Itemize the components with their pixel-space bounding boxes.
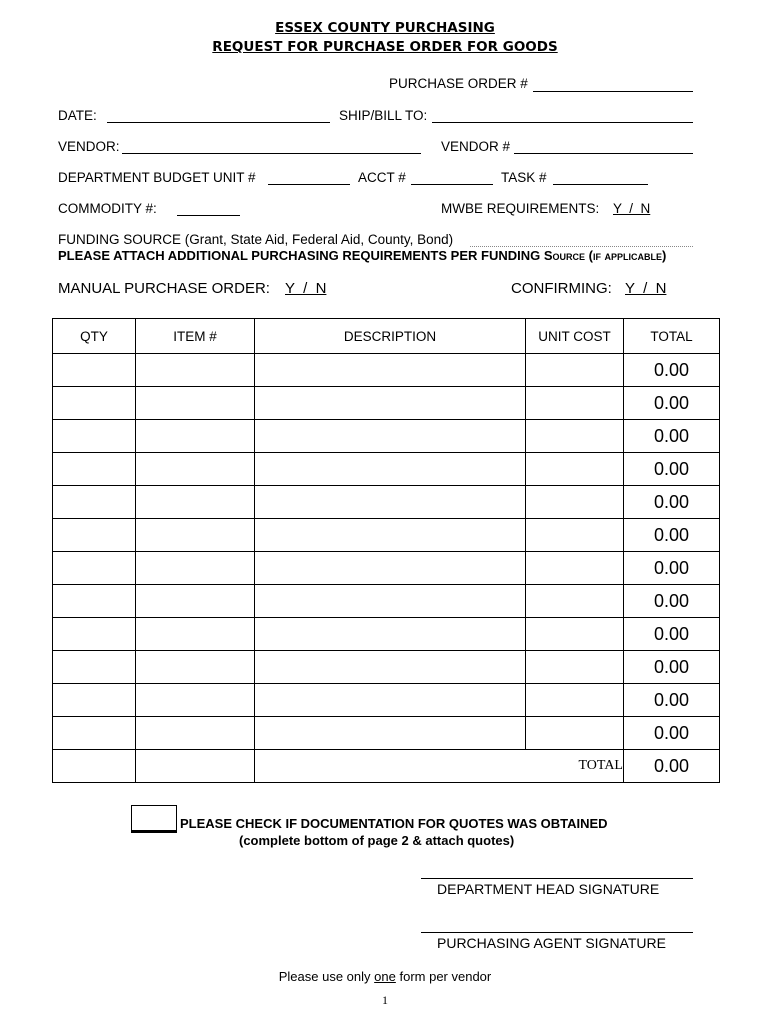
vendor-field[interactable] [122,153,421,154]
table-row [53,486,720,519]
confirming-label: CONFIRMING: [511,280,612,297]
qty-cell[interactable] [53,420,136,453]
qty-cell[interactable] [53,552,136,585]
dept-budget-field[interactable] [268,184,350,185]
footer-note-after: form per vendor [395,969,492,984]
unit-cost-cell[interactable] [526,453,624,486]
qty-cell[interactable] [53,585,136,618]
item-number-cell[interactable] [136,684,255,717]
description-cell[interactable] [255,618,526,651]
qty-cell[interactable] [53,354,136,387]
description-cell[interactable] [255,552,526,585]
description-cell[interactable] [255,684,526,717]
item-number-cell[interactable] [136,585,255,618]
acct-field[interactable] [411,184,493,185]
ship-bill-label: SHIP/BILL TO: [339,108,428,123]
item-number-cell[interactable] [136,651,255,684]
description-header: DESCRIPTION [255,319,526,354]
quotes-checkbox[interactable] [131,805,177,833]
item-number-cell[interactable] [136,354,255,387]
date-label: DATE: [58,108,97,123]
qty-cell[interactable] [53,717,136,750]
page-number: 1 [382,993,388,1007]
description-cell[interactable] [255,519,526,552]
item-number-cell[interactable] [136,387,255,420]
funding-source-label: FUNDING SOURCE (Grant, State Aid, Federal Aid, County, Bond) [58,232,454,247]
total-label: TOTAL [255,750,624,783]
vendor-label: VENDOR: [58,139,120,154]
quotes-check-text: PLEASE CHECK IF DOCUMENTATION FOR QUOTES WAS OBTAINED [180,816,608,831]
item-number-cell[interactable] [136,750,255,783]
qty-header: QTY [53,319,136,354]
footer-note-emphasis: one [374,969,396,984]
row-total-cell: 0.00 [624,585,720,618]
table-row [53,618,720,651]
table-row [53,684,720,717]
table-row [53,717,720,750]
table-row [53,585,720,618]
row-total-cell: 0.00 [624,354,720,387]
unit-cost-cell[interactable] [526,519,624,552]
table-row [53,387,720,420]
description-cell[interactable] [255,486,526,519]
table-row [53,519,720,552]
form-subtitle: REQUEST FOR PURCHASE ORDER FOR GOODS [212,39,558,55]
qty-cell[interactable] [53,486,136,519]
manual-po-yes-no[interactable]: Y / N [285,280,327,297]
row-total-cell: 0.00 [624,453,720,486]
unit-cost-cell[interactable] [526,684,624,717]
total-header: TOTAL [624,319,720,354]
description-cell[interactable] [255,651,526,684]
item-number-cell[interactable] [136,618,255,651]
form-title: ESSEX COUNTY PURCHASING [275,20,495,36]
unit-cost-cell[interactable] [526,420,624,453]
description-cell[interactable] [255,453,526,486]
row-total-cell: 0.00 [624,618,720,651]
dept-budget-label: DEPARTMENT BUDGET UNIT # [58,170,256,185]
purchasing-agent-signature-label: PURCHASING AGENT SIGNATURE [437,935,666,951]
table-row [53,651,720,684]
row-total-cell: 0.00 [624,387,720,420]
table-row [53,552,720,585]
po-number-label: PURCHASE ORDER # [389,76,528,91]
footer-note-before: Please use only [278,969,375,984]
po-number-field[interactable] [533,91,693,92]
quotes-check-subtext: (complete bottom of page 2 & attach quotes) [239,833,515,848]
table-row [53,354,720,387]
row-total-cell: 0.00 [624,420,720,453]
acct-label: ACCT # [358,170,406,185]
mwbe-yes-no[interactable]: Y / N [613,201,651,216]
row-total-cell: 0.00 [624,519,720,552]
row-total-cell: 0.00 [624,486,720,519]
confirming-yes-no[interactable]: Y / N [625,280,667,297]
unit-cost-cell[interactable] [526,387,624,420]
total-row [53,750,720,783]
qty-cell[interactable] [53,651,136,684]
vendor-number-field[interactable] [514,153,693,154]
item-number-cell[interactable] [136,552,255,585]
description-cell[interactable] [255,717,526,750]
unit-cost-cell[interactable] [526,717,624,750]
qty-cell[interactable] [53,453,136,486]
commodity-field[interactable] [177,215,240,216]
manual-po-label: MANUAL PURCHASE ORDER: [58,280,270,297]
table-header-row [53,319,720,354]
mwbe-label: MWBE REQUIREMENTS: [441,201,600,216]
unit-cost-cell[interactable] [526,618,624,651]
dept-head-signature-line[interactable] [421,878,693,879]
unit-cost-header: UNIT COST [526,319,624,354]
item-number-header: ITEM # [136,319,255,354]
item-number-cell[interactable] [136,486,255,519]
description-cell[interactable] [255,420,526,453]
unit-cost-cell[interactable] [526,552,624,585]
item-number-cell[interactable] [136,420,255,453]
qty-cell[interactable] [53,387,136,420]
unit-cost-cell[interactable] [526,651,624,684]
table-row [53,453,720,486]
unit-cost-cell[interactable] [526,585,624,618]
row-total-cell: 0.00 [624,552,720,585]
task-label: TASK # [501,170,547,185]
table-row [53,420,720,453]
task-field[interactable] [553,184,648,185]
funding-attach-note: PLEASE ATTACH ADDITIONAL PURCHASING REQUIREMENTS PER FUNDING Source (if applicable) [58,248,667,263]
qty-cell[interactable] [53,618,136,651]
qty-cell[interactable] [53,519,136,552]
item-number-cell[interactable] [136,717,255,750]
row-total-cell: 0.00 [624,651,720,684]
commodity-label: COMMODITY #: [58,201,157,216]
vendor-number-label: VENDOR # [441,139,511,154]
ship-bill-field[interactable] [432,122,693,123]
unit-cost-cell[interactable] [526,486,624,519]
items-table [52,318,720,783]
qty-cell[interactable] [53,684,136,717]
row-total-cell: 0.00 [624,717,720,750]
purchasing-agent-signature-line[interactable] [421,932,693,933]
item-number-cell[interactable] [136,453,255,486]
dept-head-signature-label: DEPARTMENT HEAD SIGNATURE [437,881,660,897]
description-cell[interactable] [255,387,526,420]
item-number-cell[interactable] [136,519,255,552]
qty-cell[interactable] [53,750,136,783]
grand-total-value: 0.00 [624,750,720,783]
footer-note [0,969,770,984]
row-total-cell: 0.00 [624,684,720,717]
description-cell[interactable] [255,585,526,618]
description-cell[interactable] [255,354,526,387]
unit-cost-cell[interactable] [526,354,624,387]
date-field[interactable] [107,122,330,123]
funding-source-field[interactable] [470,246,693,247]
